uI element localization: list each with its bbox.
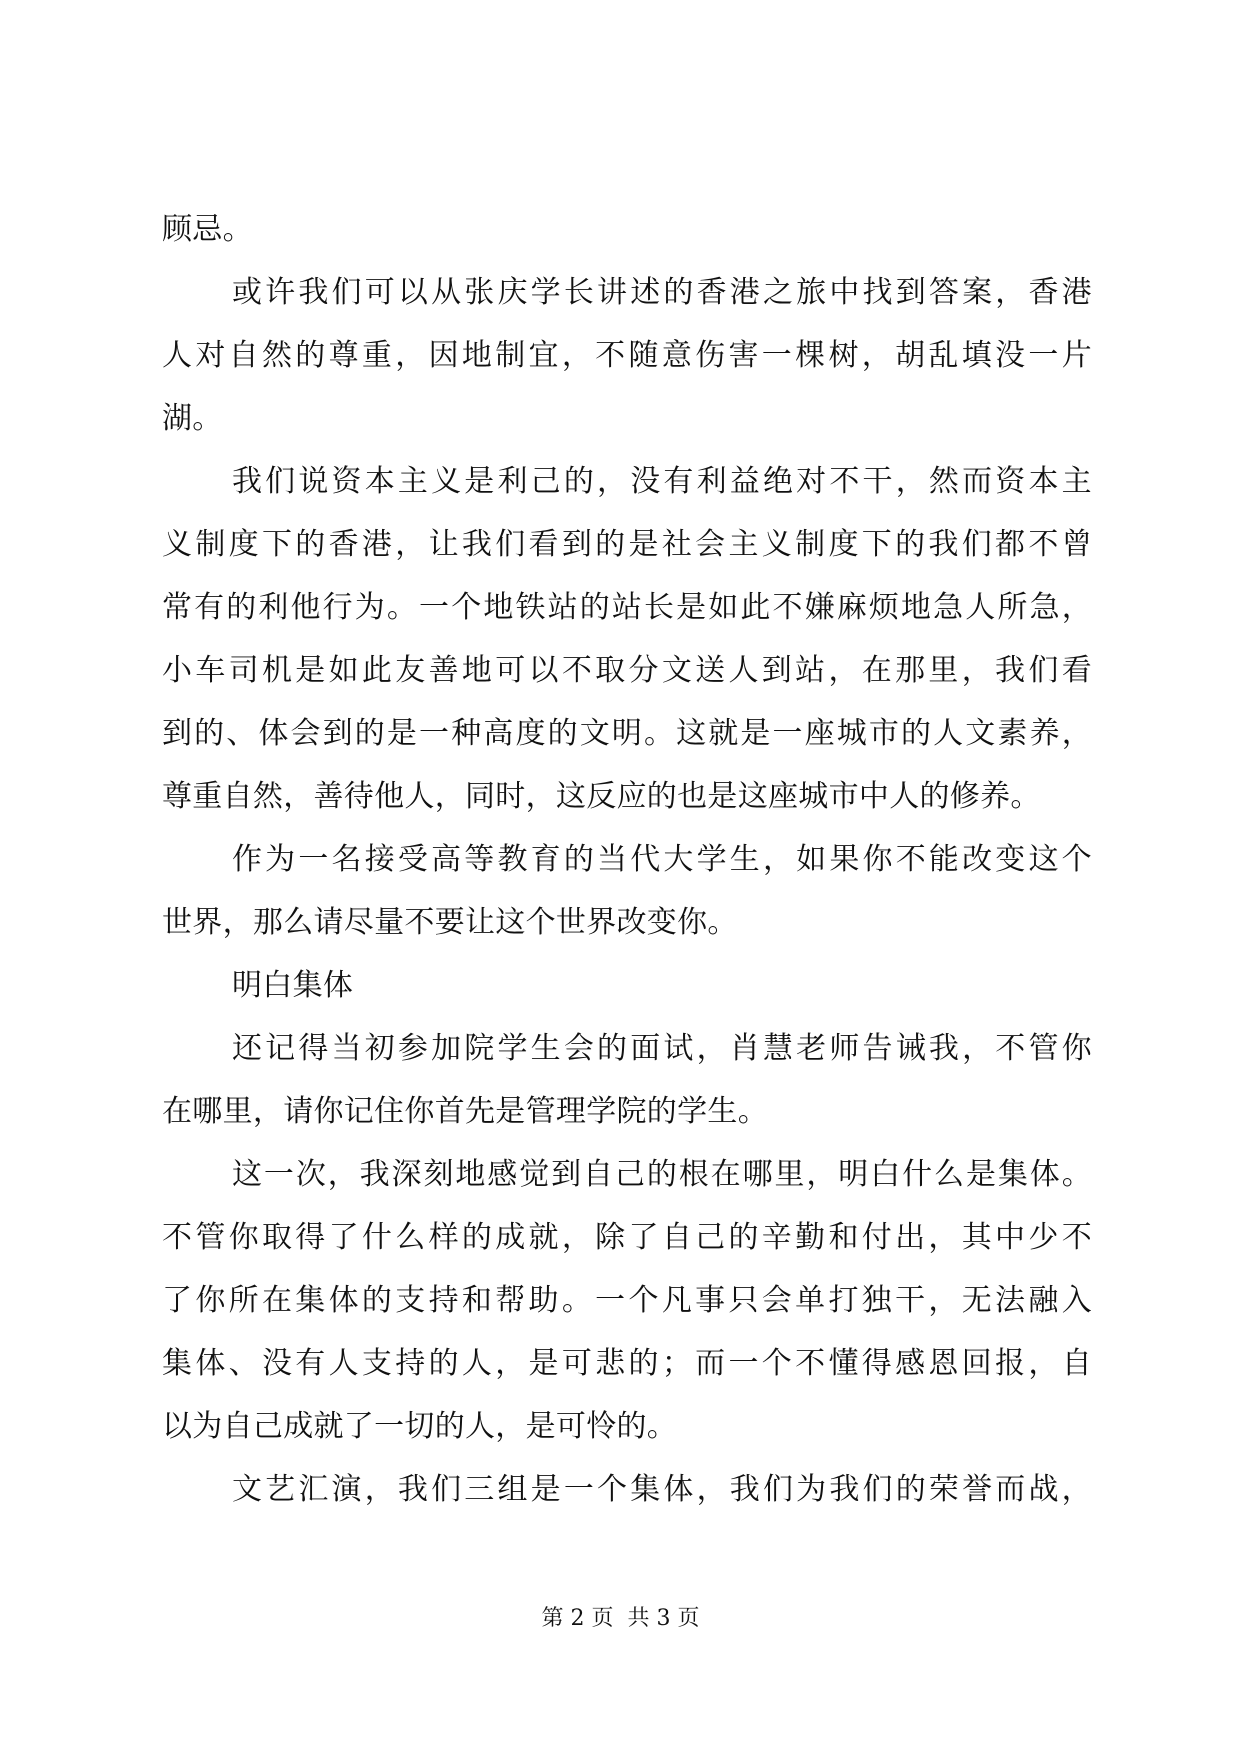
text-line: 常有的利他行为。一个地铁站的站长是如此不嫌麻烦地急人所急， xyxy=(162,590,1092,625)
text-line: 集体、没有人支持的人，是可悲的；而一个不懂得感恩回报，自 xyxy=(162,1346,1092,1381)
text-line: 文艺汇演，我们三组是一个集体，我们为我们的荣誉而战， xyxy=(232,1472,1092,1507)
text-line: 这一次，我深刻地感觉到自己的根在哪里，明白什么是集体。 xyxy=(232,1157,1092,1192)
text-line: 世界，那么请尽量不要让这个世界改变你。 xyxy=(162,905,738,940)
text-line: 小车司机是如此友善地可以不取分文送人到站，在那里，我们看 xyxy=(162,653,1092,688)
text-line: 在哪里，请你记住你首先是管理学院的学生。 xyxy=(162,1094,768,1129)
page-footer xyxy=(0,1601,1241,1632)
text-line: 以为自己成就了一切的人，是可怜的。 xyxy=(162,1409,678,1444)
text-line: 湖。 xyxy=(162,401,223,436)
text-line: 我们说资本主义是利己的，没有利益绝对不干，然而资本主 xyxy=(232,464,1092,499)
text-line: 人对自然的尊重，因地制宜，不随意伤害一棵树，胡乱填没一片 xyxy=(162,338,1092,373)
text-line: 尊重自然，善待他人，同时，这反应的也是这座城市中人的修养。 xyxy=(162,779,1041,814)
text-line: 义制度下的香港，让我们看到的是社会主义制度下的我们都不曾 xyxy=(162,527,1092,562)
text-line: 不管你取得了什么样的成就，除了自己的辛勤和付出，其中少不 xyxy=(162,1220,1092,1255)
text-line: 或许我们可以从张庆学长讲述的香港之旅中找到答案，香港 xyxy=(232,275,1092,310)
section-heading: 明白集体 xyxy=(232,968,354,1003)
text-line: 到的、体会到的是一种高度的文明。这就是一座城市的人文素养， xyxy=(162,716,1092,751)
text-line: 还记得当初参加院学生会的面试，肖慧老师告诫我，不管你 xyxy=(232,1031,1092,1066)
body-text xyxy=(162,198,1092,1521)
text-line: 作为一名接受高等教育的当代大学生，如果你不能改变这个 xyxy=(232,842,1092,877)
page-number-label: 第 2 页 共 3 页 xyxy=(541,1606,700,1631)
text-line: 顾忌。 xyxy=(162,212,253,247)
text-line: 了你所在集体的支持和帮助。一个凡事只会单打独干，无法融入 xyxy=(162,1283,1092,1318)
